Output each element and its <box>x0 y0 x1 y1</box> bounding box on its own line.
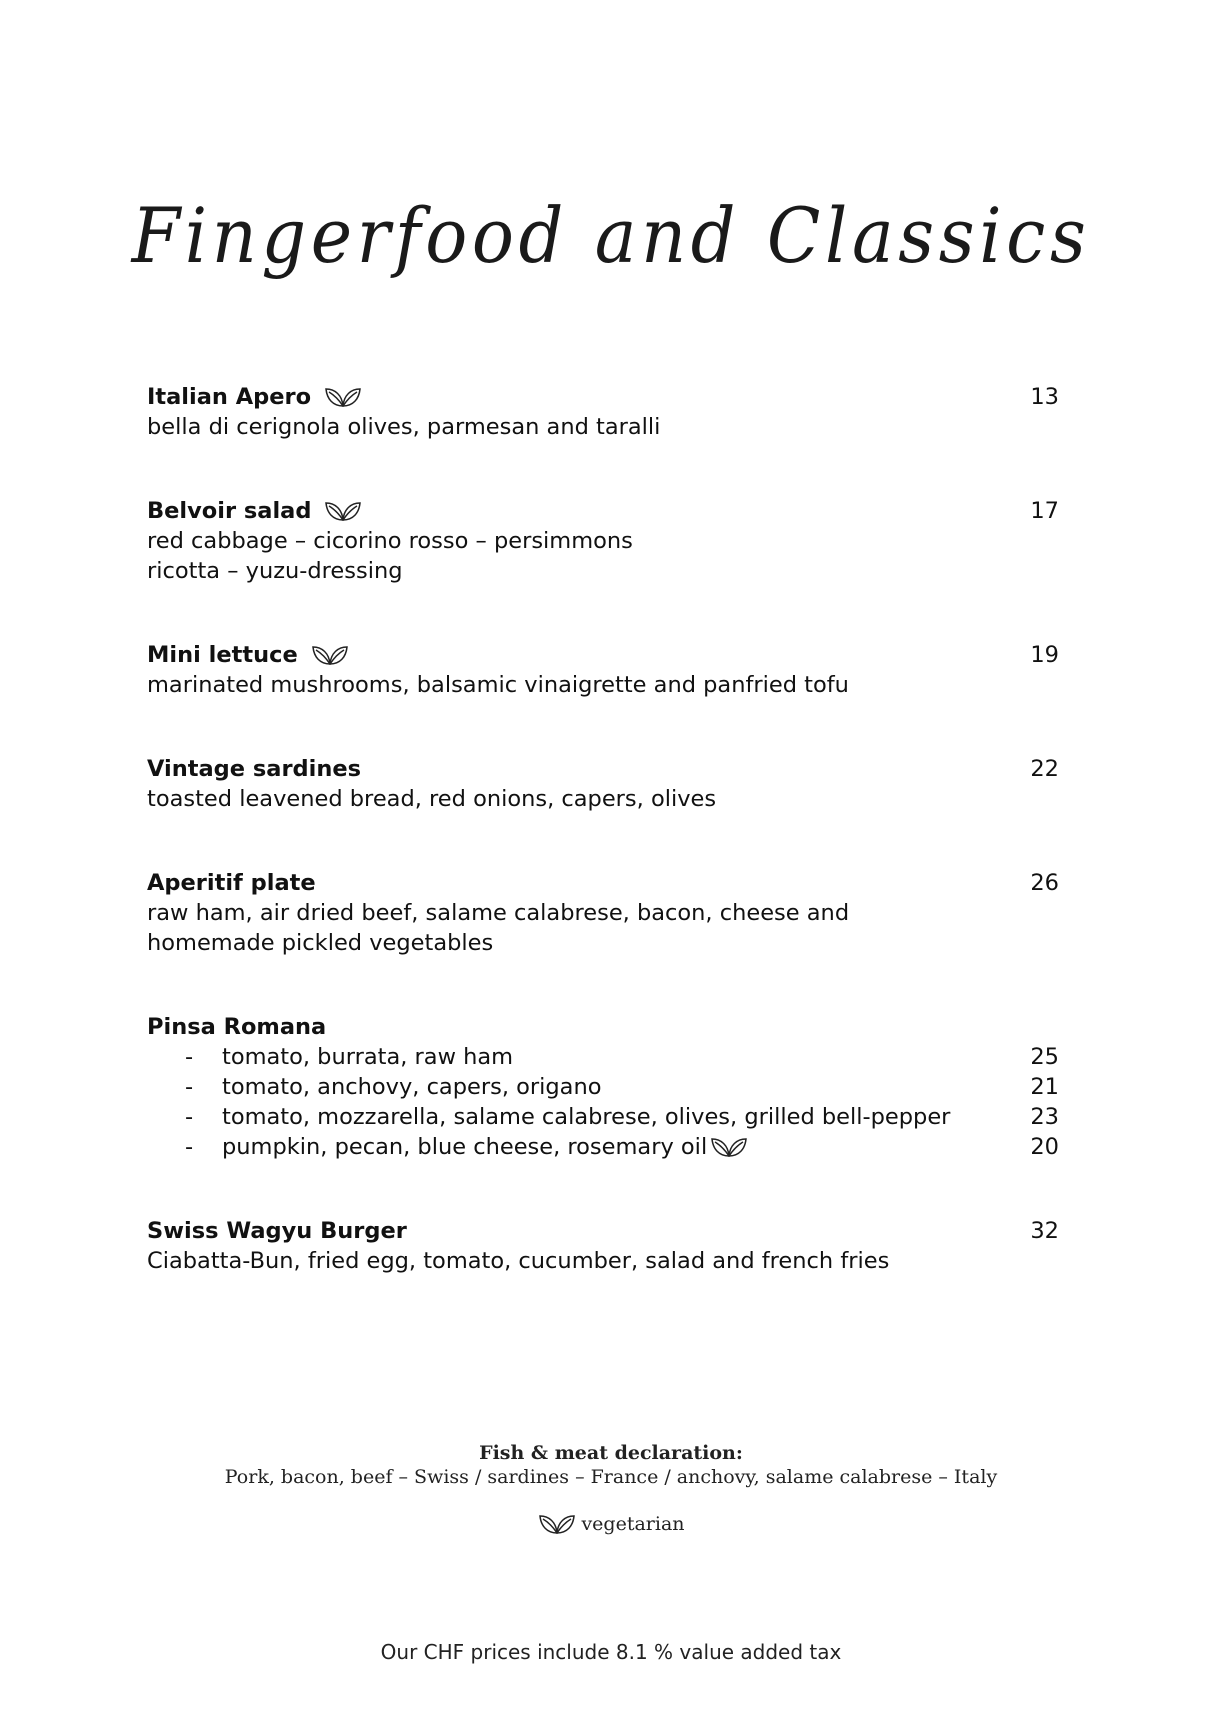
menu-item-name-text: Italian Apero <box>147 384 312 410</box>
menu-item-header <box>147 382 1059 412</box>
menu-item <box>147 496 1059 586</box>
menu-item-description: homemade pickled vegetables <box>147 930 494 956</box>
menu-title <box>0 150 1222 320</box>
menu-item-description: bella di cerignola olives, parmesan and taralli <box>147 414 661 440</box>
menu-item-price: 26 <box>1030 870 1059 896</box>
pinsa-variant <box>147 1102 1059 1132</box>
tax-note: Our CHF prices include 8.1 % value added tax <box>380 1640 842 1664</box>
declaration-text: Pork, bacon, beef – Swiss / sardines – France / anchovy, salame calabrese – Italy <box>224 1466 998 1488</box>
menu-item-name <box>147 1012 326 1042</box>
pinsa-variant-price: 23 <box>1030 1104 1059 1130</box>
menu-item <box>147 640 1059 700</box>
leaf-icon <box>537 1512 577 1536</box>
pinsa-variant <box>147 1132 1059 1162</box>
leaf-icon <box>709 1135 749 1159</box>
menu-item <box>147 1012 1059 1162</box>
menu-item <box>147 1216 1059 1276</box>
menu-item-description: Ciabatta-Bun, fried egg, tomato, cucumber, salad and french fries <box>147 1248 890 1274</box>
menu-item-name-text: Vintage sardines <box>147 756 362 782</box>
pinsa-variant <box>147 1072 1059 1102</box>
variant-dash: - <box>185 1074 194 1100</box>
menu-item-header <box>147 640 1059 670</box>
variant-dash: - <box>185 1134 194 1160</box>
menu-item <box>147 382 1059 442</box>
menu-item-header <box>147 754 1059 784</box>
menu-list <box>147 382 1059 1276</box>
menu-item <box>147 754 1059 814</box>
menu-item-price: 17 <box>1030 498 1059 524</box>
leaf-icon <box>323 499 363 523</box>
menu-item-price: 32 <box>1030 1218 1059 1244</box>
pinsa-variant-text: tomato, mozzarella, salame calabrese, olives, grilled bell-pepper <box>222 1104 951 1130</box>
menu-item-name-text: Mini lettuce <box>147 642 298 668</box>
menu-item-description: red cabbage – cicorino rosso – persimmons <box>147 528 633 554</box>
menu-item-header <box>147 1216 1059 1246</box>
pinsa-variant-left <box>185 1132 749 1162</box>
variant-dash: - <box>185 1104 194 1130</box>
menu-item-name-text: Belvoir salad <box>147 498 312 524</box>
pinsa-variant-price: 20 <box>1030 1134 1059 1160</box>
menu-item-price: 13 <box>1030 384 1059 410</box>
pinsa-variant-left <box>185 1042 513 1072</box>
menu-item-name <box>147 496 363 526</box>
pinsa-variant-text: tomato, burrata, raw ham <box>222 1044 514 1070</box>
leaf-icon <box>310 643 350 667</box>
menu-item-name <box>147 868 316 898</box>
menu-item-price: 22 <box>1030 756 1059 782</box>
pinsa-variant-left <box>185 1072 602 1102</box>
pinsa-variant-text: pumpkin, pecan, blue cheese, rosemary oil <box>222 1134 708 1160</box>
menu-item-name-text: Aperitif plate <box>147 870 316 896</box>
variant-dash: - <box>185 1044 194 1070</box>
menu-item-name-text: Pinsa Romana <box>147 1014 327 1040</box>
menu-item-name <box>147 382 363 412</box>
menu-item-header <box>147 1012 1059 1042</box>
pinsa-variant-price: 25 <box>1030 1044 1059 1070</box>
leaf-icon <box>323 385 363 409</box>
menu-item-header <box>147 868 1059 898</box>
menu-item-name-text: Swiss Wagyu Burger <box>147 1218 407 1244</box>
menu-item-description: raw ham, air dried beef, salame calabrese, bacon, cheese and <box>147 900 850 926</box>
pinsa-variant-price: 21 <box>1030 1074 1059 1100</box>
menu-item-description: marinated mushrooms, balsamic vinaigrette and panfried tofu <box>147 672 849 698</box>
menu-item-name <box>147 1216 407 1246</box>
menu-item <box>147 868 1059 958</box>
menu-item-description: ricotta – yuzu-dressing <box>147 558 403 584</box>
menu-item-description: toasted leavened bread, red onions, capers, olives <box>147 786 717 812</box>
vegetarian-legend-label: vegetarian <box>581 1513 685 1535</box>
menu-item-price: 19 <box>1030 642 1059 668</box>
pinsa-variant <box>147 1042 1059 1072</box>
menu-item-name <box>147 754 361 784</box>
pinsa-variant-text: tomato, anchovy, capers, origano <box>222 1074 602 1100</box>
menu-item-header <box>147 496 1059 526</box>
vegetarian-legend <box>0 1512 1222 1536</box>
menu-title-text: Fingerfood and Classics <box>131 190 1091 280</box>
declaration-title: Fish & meat declaration: <box>479 1442 743 1464</box>
menu-item-name <box>147 640 350 670</box>
pinsa-variant-left <box>185 1102 950 1132</box>
